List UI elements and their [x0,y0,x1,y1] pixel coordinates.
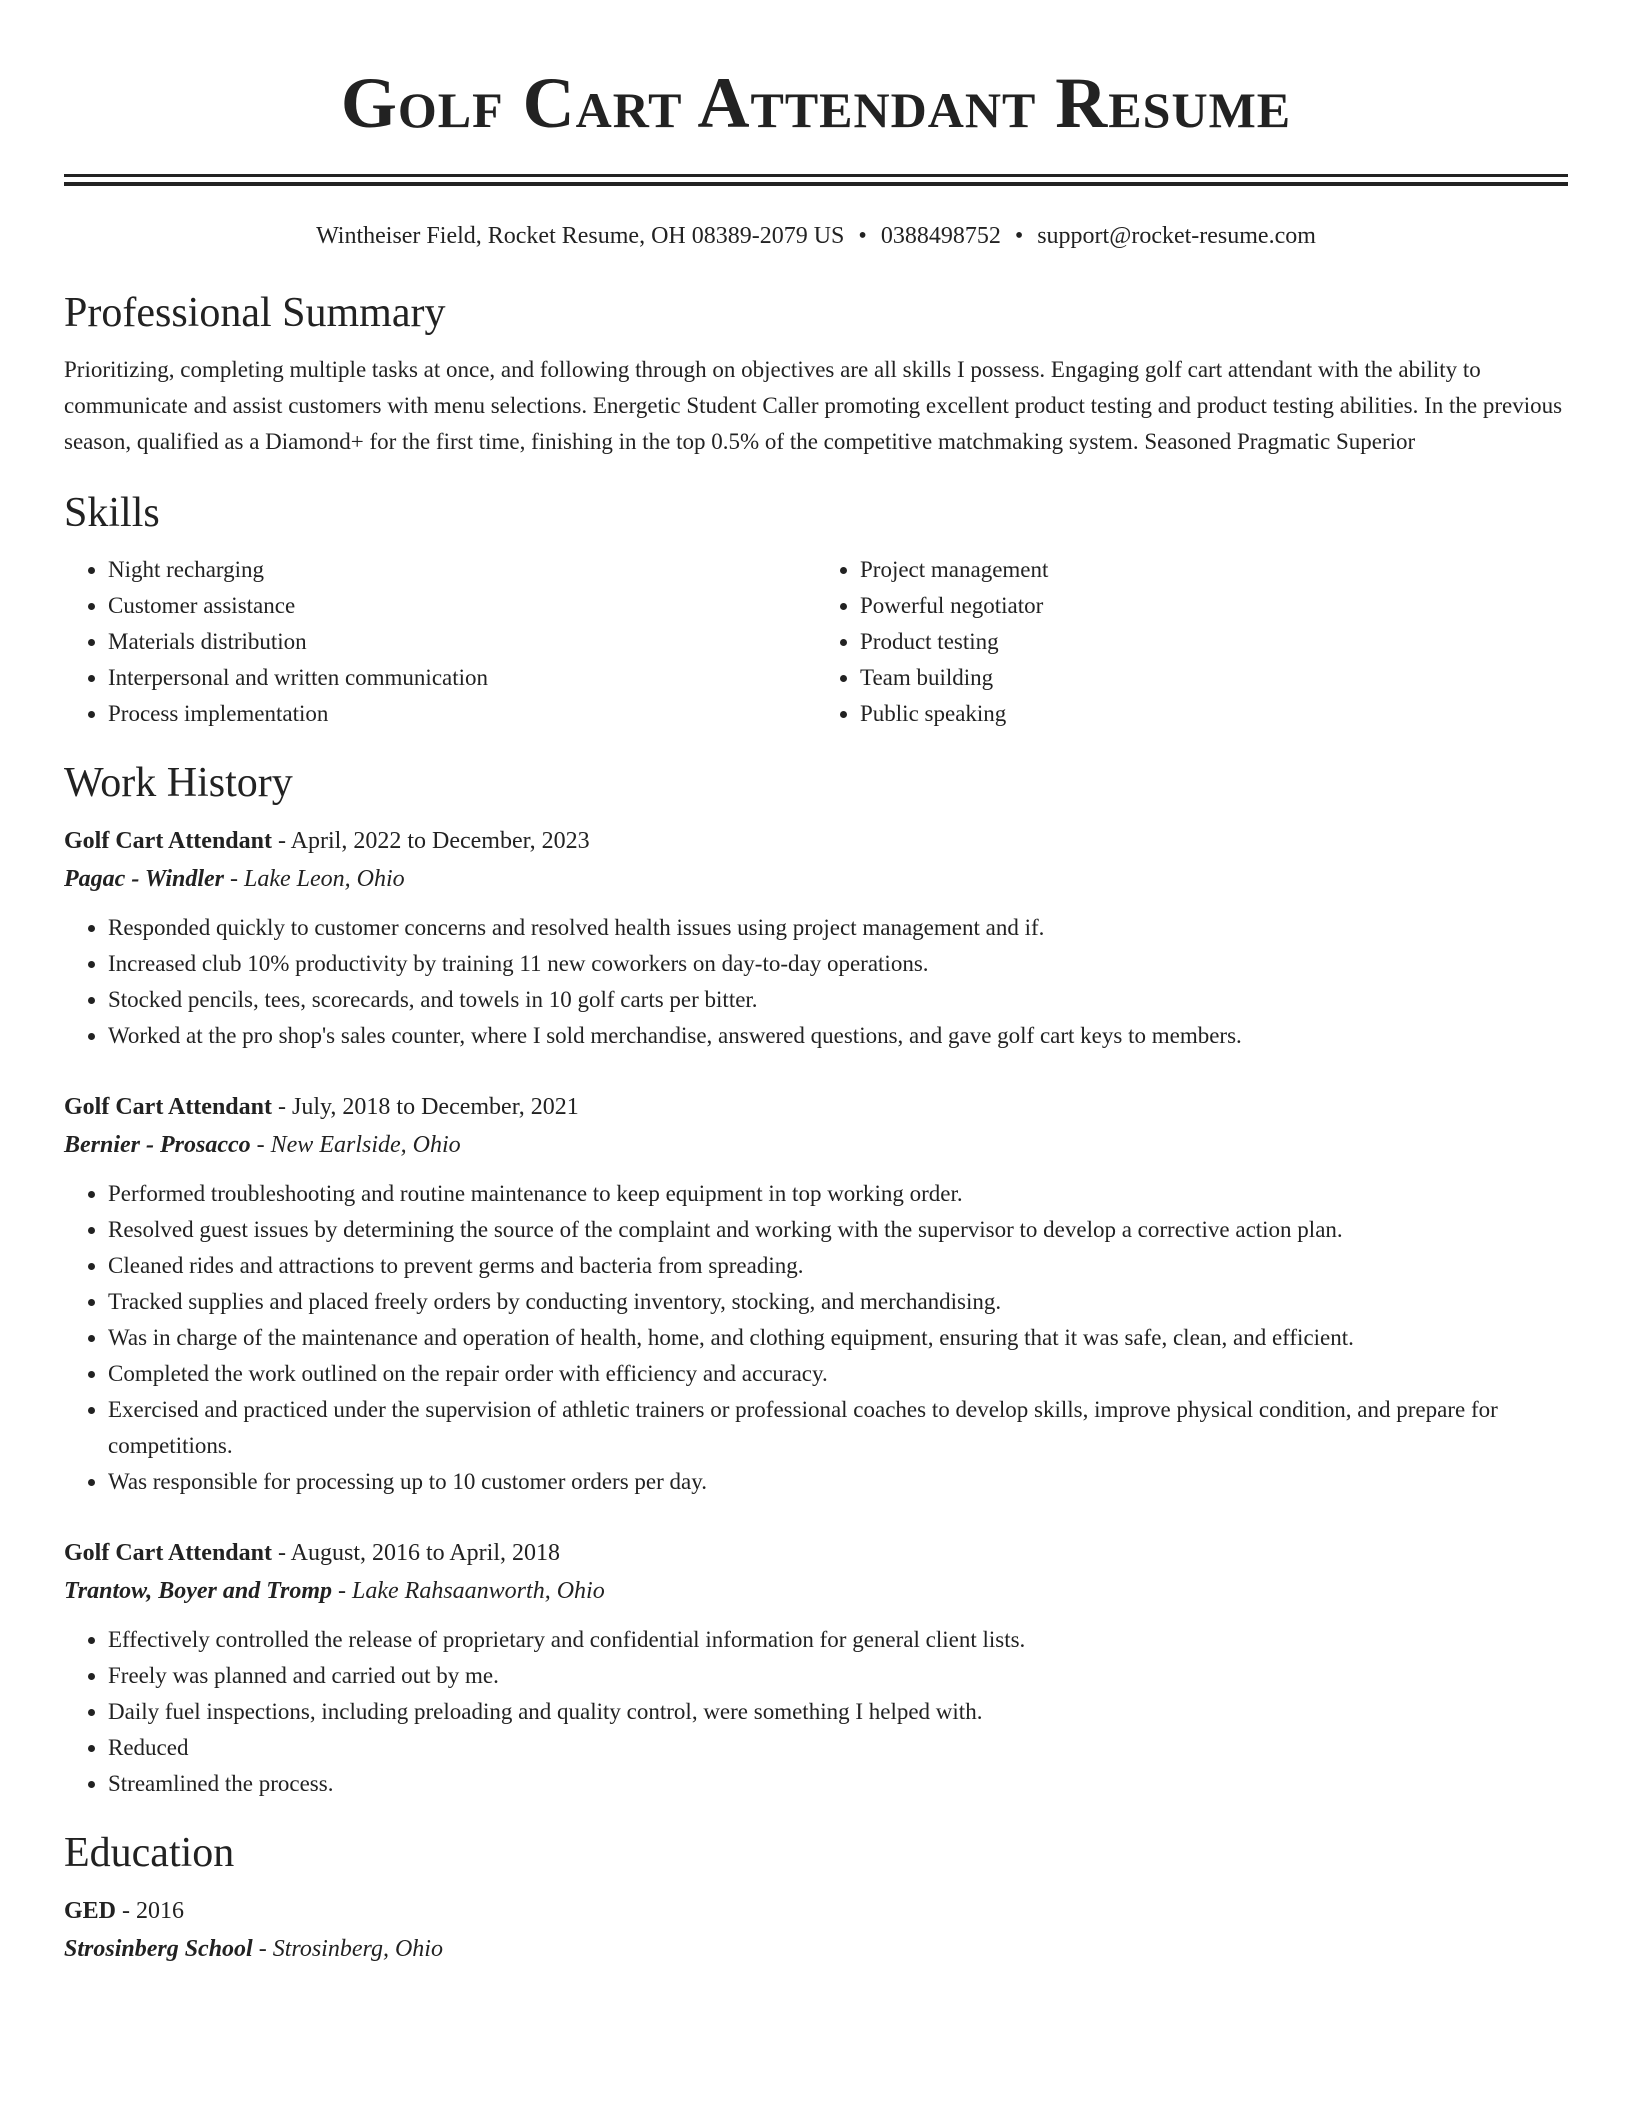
education-school: Strosinberg School [64,1936,253,1962]
job-bullet: • Reduced [108,1730,1568,1766]
education-location: - Strosinberg, Ohio [252,1936,443,1962]
job-bullet: • Streamlined the process. [108,1766,1568,1802]
job-bullet: • Freely was planned and carried out by me. [108,1658,1568,1694]
job-location: - Lake Leon, Ohio [224,866,405,892]
job-dates: - July, 2018 to December, 2021 [271,1094,579,1120]
work-history-heading: Work History [64,760,293,806]
job-bullets [64,1622,1568,1802]
contact-phone: 0388498752 [880,223,1001,249]
skill-item: • Public speaking [860,696,1568,732]
contact-line [64,220,1568,252]
job-company-line [64,1572,1568,1610]
contact-separator: • [858,223,867,249]
job-location: - New Earlside, Ohio [250,1132,461,1158]
job-title: Golf Cart Attendant [64,1540,272,1566]
job-entry [64,1088,1568,1500]
job-company-line [64,860,1568,898]
job-bullet: • Worked at the pro shop's sales counter, where I sold merchandise, answered questions, and gave golf cart keys to members. [108,1018,1568,1054]
skill-item: • Night recharging [108,552,816,588]
job-bullet: • Was in charge of the maintenance and operation of health, home, and clothing equipment, ensuring that it was safe, clean, and efficient. [108,1320,1568,1356]
job-bullets [64,910,1568,1054]
job-header [64,1534,1568,1572]
skill-item: • Materials distribution [108,624,816,660]
contact-email: support@rocket-resume.com [1037,223,1316,249]
summary-text: Prioritizing, completing multiple tasks at once, and following through on objectives are all skills I possess. Engaging golf cart attendant with the ability to communicate and assist customers with menu selections. Energetic Student Caller promoting excellent product testing and product testing abilities. In the previous season, qualified as a Diamond+ for the first time, finishing in the top 0.5% of the competitive matchmaking system. Seasoned Pragmatic Superior [64,357,1563,454]
job-bullet: • Completed the work outlined on the repair order with efficiency and accuracy. [108,1356,1568,1392]
education-header [64,1892,1568,1930]
job-bullet: • Effectively controlled the release of proprietary and confidential information for general client lists. [108,1622,1568,1658]
job-entry [64,822,1568,1054]
job-bullet: • Daily fuel inspections, including preloading and quality control, were something I helped with. [108,1694,1568,1730]
job-company: Bernier - Prosacco [64,1132,251,1158]
job-title: Golf Cart Attendant [64,1094,272,1120]
skill-item: • Process implementation [108,696,816,732]
skills-list-left [64,552,816,732]
summary-heading: Professional Summary [64,290,446,336]
skill-item: • Product testing [860,624,1568,660]
skill-item: • Customer assistance [108,588,816,624]
summary-section [64,288,1568,460]
job-location: - Lake Rahsaanworth, Ohio [332,1578,605,1604]
title-divider [64,174,1568,186]
education-year: - 2016 [116,1898,185,1924]
education-heading: Education [64,1830,235,1876]
job-bullet: • Tracked supplies and placed freely orders by conducting inventory, stocking, and merchandising. [108,1284,1568,1320]
job-header [64,1088,1568,1126]
job-bullet: • Increased club 10% productivity by training 11 new coworkers on day-to-day operations. [108,946,1568,982]
page-title: Golf Cart Attendant Resume [340,63,1292,143]
job-bullet: • Exercised and practiced under the supervision of athletic trainers or professional coaches to develop skills, improve physical condition, and prepare for competitions. [108,1392,1568,1464]
job-entry [64,1534,1568,1802]
education-school-line [64,1930,1568,1968]
contact-separator: • [1014,223,1024,249]
education-degree: GED [64,1898,117,1924]
skill-item: • Powerful negotiator [860,588,1568,624]
job-bullets [64,1176,1568,1500]
job-company: Trantow, Boyer and Tromp [64,1578,333,1604]
skills-heading: Skills [64,490,160,536]
skill-item: • Team building [860,660,1568,696]
job-bullet: • Cleaned rides and attractions to prevent germs and bacteria from spreading. [108,1248,1568,1284]
education-section [64,1828,1568,1968]
skills-section [64,488,1568,732]
job-title: Golf Cart Attendant [64,828,272,854]
job-bullet: • Responded quickly to customer concerns and resolved health issues using project management and if. [108,910,1568,946]
job-company: Pagac - Windler [64,866,224,892]
job-bullet: • Stocked pencils, tees, scorecards, and towels in 10 golf carts per bitter. [108,982,1568,1018]
job-bullet: • Performed troubleshooting and routine maintenance to keep equipment in top working order. [108,1176,1568,1212]
job-company-line [64,1126,1568,1164]
job-header [64,822,1568,860]
work-history-section [64,758,1568,1802]
skill-item: • Interpersonal and written communication [108,660,816,696]
job-dates: - August, 2016 to April, 2018 [271,1540,560,1566]
job-bullet: • Resolved guest issues by determining the source of the complaint and working with the supervisor to develop a corrective action plan. [108,1212,1568,1248]
contact-address: Wintheiser Field, Rocket Resume, OH 08389-2079 US [316,223,845,249]
skills-grid [64,552,1568,732]
job-bullet: • Was responsible for processing up to 10 customer orders per day. [108,1464,1568,1500]
job-dates: - April, 2022 to December, 2023 [271,828,590,854]
skills-list-right [816,552,1568,732]
skill-item: • Project management [860,552,1568,588]
